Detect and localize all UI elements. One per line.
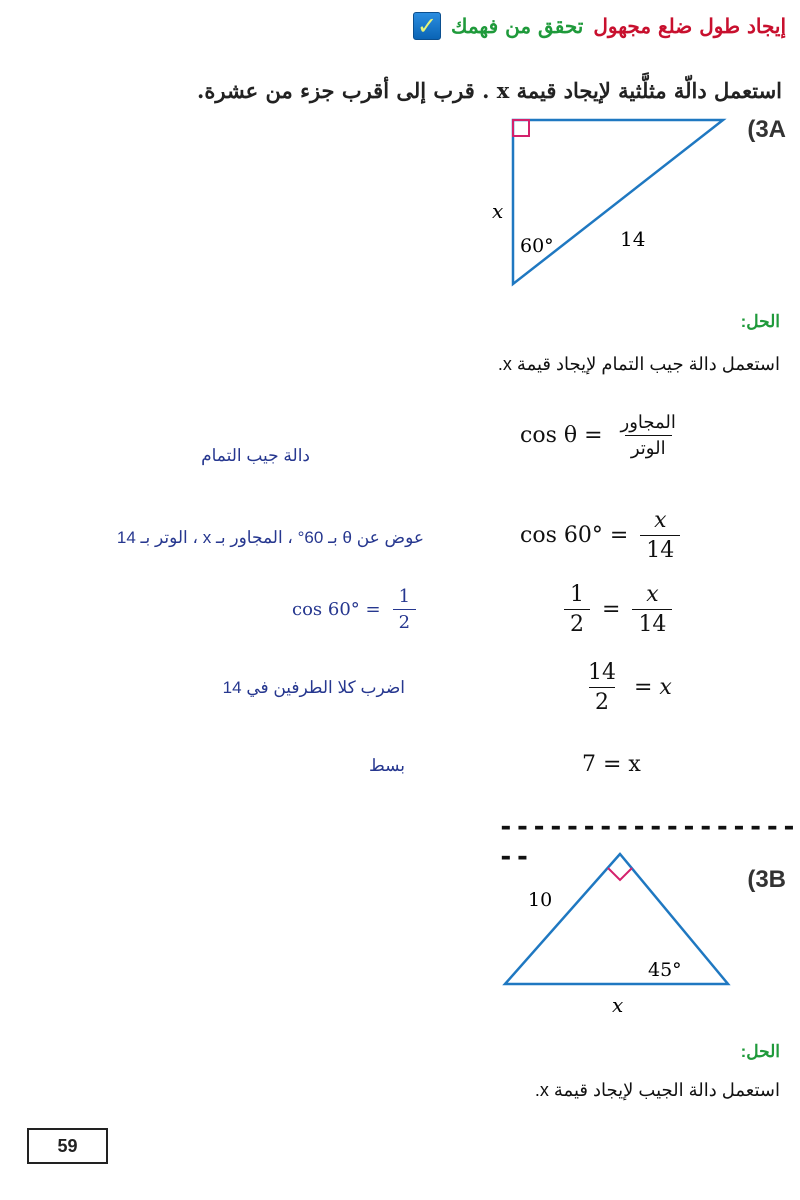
equals-sign: = bbox=[602, 597, 621, 622]
step-2-lhs: cos 60° = bbox=[520, 523, 629, 548]
fraction-den: الوتر bbox=[625, 435, 672, 459]
fraction-den: 14 bbox=[640, 535, 680, 563]
triangle-b-figure bbox=[490, 850, 750, 1030]
step-3-note bbox=[292, 586, 420, 633]
step-3-equation bbox=[560, 582, 676, 637]
angle-label: 60° bbox=[520, 235, 554, 257]
step-1-equation bbox=[520, 412, 686, 459]
fraction-den: 14 bbox=[632, 609, 672, 637]
step-1-lhs: cos θ = bbox=[520, 423, 603, 448]
check-understanding-label: تحقق من فهمك bbox=[451, 14, 584, 38]
fraction bbox=[564, 582, 590, 637]
fraction-den: 2 bbox=[564, 609, 590, 637]
problem-a-label: (3A bbox=[747, 116, 786, 143]
fraction bbox=[582, 660, 622, 715]
side-x-label: x bbox=[492, 199, 504, 223]
fraction bbox=[393, 586, 416, 633]
step-5-note: بسط bbox=[368, 756, 405, 775]
page-number: 59 bbox=[27, 1128, 108, 1164]
step-2-note: عوض عن θ بـ 60° ، المجاور بـ x ، الوتر بـ 14 bbox=[116, 528, 424, 547]
step-2-equation bbox=[520, 508, 684, 563]
fraction-num: x bbox=[654, 508, 667, 533]
fraction-num: المجاور bbox=[620, 412, 676, 432]
solution-a-label: الحل: bbox=[740, 312, 780, 331]
angle-label: 45° bbox=[648, 959, 682, 981]
hypotenuse-label: 14 bbox=[620, 227, 646, 251]
fraction bbox=[615, 412, 682, 459]
fraction-num: 1 bbox=[398, 586, 411, 607]
fraction-den: 2 bbox=[589, 687, 615, 715]
fraction-num: 1 bbox=[570, 582, 584, 607]
instructions: استعمل دالّة مثلَّثية لإيجاد قيمة x . قرب إلى أقرب جزء من عشرة. bbox=[197, 78, 782, 103]
side-10-label: 10 bbox=[528, 889, 553, 911]
triangle-a-figure bbox=[480, 112, 740, 292]
triangle-b bbox=[505, 854, 728, 984]
fraction bbox=[632, 582, 672, 637]
topic-title: إيجاد طول ضلع مجهول bbox=[593, 14, 786, 38]
checkmark-icon: ✓ bbox=[413, 12, 441, 40]
fraction-den: 2 bbox=[393, 609, 416, 633]
section-divider: -------------------- bbox=[498, 812, 798, 872]
solution-b-label: الحل: bbox=[740, 1042, 780, 1061]
right-angle-marker bbox=[608, 868, 632, 880]
fraction bbox=[640, 508, 680, 563]
section-header bbox=[413, 4, 786, 48]
step-4-rhs: = x bbox=[634, 675, 672, 700]
step-3-note-lhs: cos 60° = bbox=[292, 599, 381, 620]
problem-b-label: (3B bbox=[747, 866, 786, 893]
right-angle-marker bbox=[513, 120, 529, 136]
solution-a-intro: استعمل دالة جيب التمام لإيجاد قيمة x. bbox=[497, 354, 780, 374]
solution-b-intro: استعمل دالة الجيب لإيجاد قيمة x. bbox=[534, 1080, 780, 1100]
step-5-equation: 7 = x bbox=[582, 752, 641, 777]
triangle-a bbox=[513, 120, 723, 284]
step-4-equation bbox=[578, 660, 672, 715]
step-1-note: دالة جيب التمام bbox=[201, 446, 310, 465]
fraction-num: 14 bbox=[588, 660, 616, 685]
base-x-label: x bbox=[612, 993, 624, 1017]
fraction-num: x bbox=[646, 582, 659, 607]
step-4-note: اضرب كلا الطرفين في 14 bbox=[222, 678, 405, 697]
